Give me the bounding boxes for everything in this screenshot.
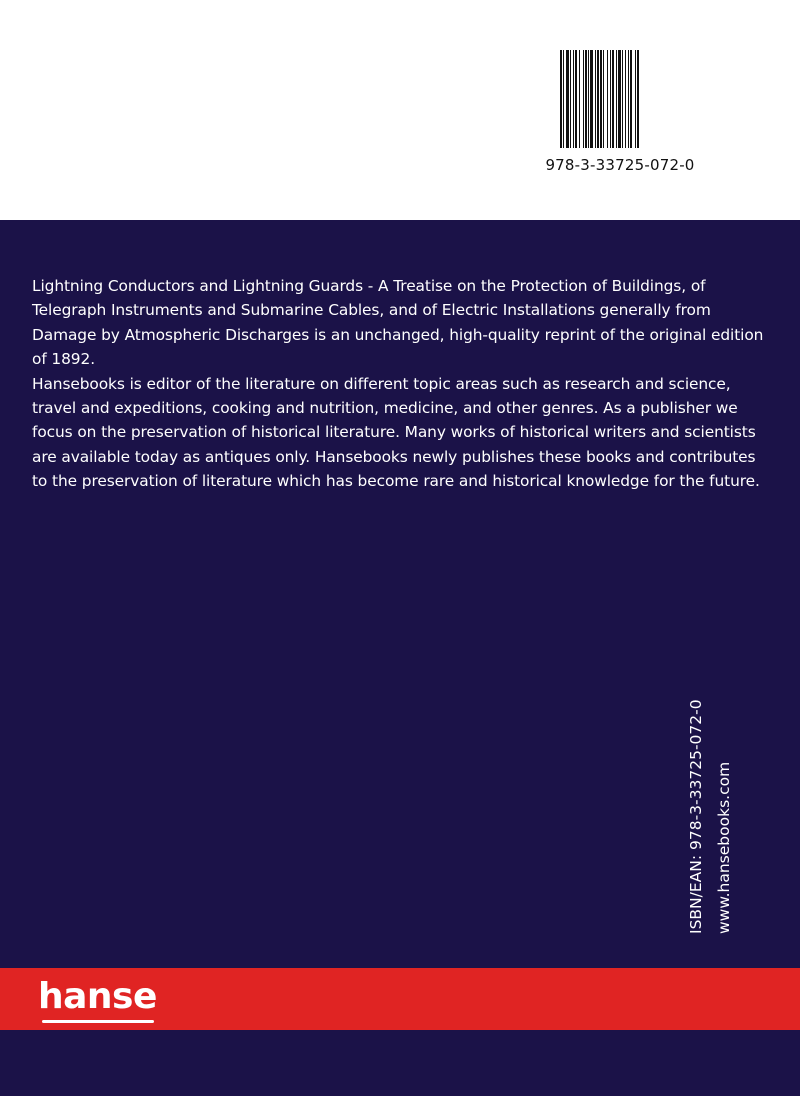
barcode-bar	[618, 50, 621, 148]
barcode-bar	[600, 50, 602, 148]
book-description	[32, 274, 772, 494]
barcode-bar	[566, 50, 569, 148]
barcode-bar	[579, 50, 580, 148]
barcode-bar	[597, 50, 599, 148]
barcode-bar	[637, 50, 639, 148]
barcode-bar	[560, 50, 562, 148]
barcode-bar	[607, 50, 608, 148]
barcode	[558, 50, 678, 150]
barcode-bar	[630, 50, 632, 148]
barcode-bar	[595, 50, 596, 148]
barcode-bar	[575, 50, 577, 148]
barcode-bar	[610, 50, 611, 148]
barcode-bar	[625, 50, 626, 148]
logo-swoosh	[42, 1020, 154, 1023]
barcode-bar	[585, 50, 587, 148]
barcode-bar	[635, 50, 636, 148]
barcode-bar	[573, 50, 574, 148]
barcode-bar	[590, 50, 593, 148]
barcode-bar	[570, 50, 571, 148]
barcode-bar	[612, 50, 614, 148]
back-cover-panel	[0, 220, 800, 968]
spine-info	[682, 664, 742, 934]
description-paragraph-1: Lightning Conductors and Lightning Guards - A Treatise on the Protection of Buildings, of Telegraph Instruments and Submarine Cables, and of Electric Installations generally from Damage by Atmospheric Discharges is an unchanged, high-quality reprint of the original edition of 1892.	[32, 277, 764, 369]
isbn-ean-label: ISBN/EAN: 978-3-33725-072-0	[687, 699, 705, 934]
bottom-strip	[0, 1030, 800, 1096]
publisher-website: www.hansebooks.com	[715, 761, 733, 934]
barcode-bar	[616, 50, 617, 148]
barcode-bar	[588, 50, 589, 148]
barcode-bar	[603, 50, 604, 148]
hanse-logo: hanse	[38, 976, 157, 1017]
barcode-area	[0, 0, 800, 220]
barcode-number: 978-3-33725-072-0	[545, 156, 695, 174]
barcode-graphic	[558, 50, 678, 150]
description-paragraph-2: Hansebooks is editor of the literature on different topic areas such as research and science, travel and expeditions, cooking and nutrition, medicine, and other genres. As a publisher we focus on the preservation of historical literature. Many works of historical writers and scientists are available today as antiques only. Hansebooks newly publishes these books and contributes to the preservation of literature which has become rare and historical knowledge for the future.	[32, 374, 760, 491]
barcode-bar	[628, 50, 629, 148]
barcode-bar	[583, 50, 584, 148]
publisher-band	[0, 968, 800, 1030]
barcode-bar	[563, 50, 564, 148]
barcode-bar	[622, 50, 623, 148]
